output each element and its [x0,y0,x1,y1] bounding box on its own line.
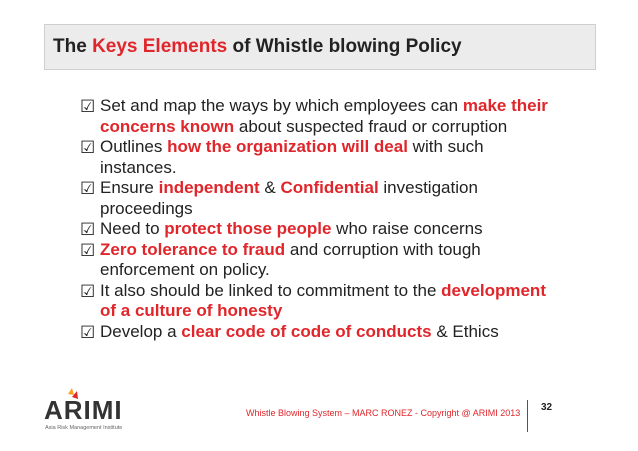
bullet-highlight: protect those people [164,219,332,238]
bullet-highlight: make their concerns known [100,96,548,136]
title-suffix: of Whistle blowing Policy [227,36,462,57]
bullet-text: who raise concerns [331,219,483,238]
bullet-highlight: Zero tolerance to fraud [100,239,286,259]
bullet-item [80,178,550,219]
arimi-logo [44,388,164,432]
bullet-item [80,137,550,178]
bullet-text: & Ethics [431,321,499,341]
checkbox-icon: ☑ [80,138,96,157]
title-highlight: Keys Elements [92,36,228,57]
checkbox-icon: ☑ [80,240,96,260]
slide-title [53,36,462,58]
bullet-item [80,96,550,137]
title-prefix: The [53,36,93,57]
logo-wordmark: ARIMI [44,395,123,425]
checkbox-icon: ☑ [80,97,96,116]
bullet-text: Need to [100,219,165,238]
bullet-text: It also should be linked to commitment to the [100,280,442,300]
bullet-item [80,219,550,240]
bullet-text: Set and map the ways by which employees can [100,96,463,115]
title-bar [44,24,596,70]
footer-text: Whistle Blowing System – MARC RONEZ - Copyright @ ARIMI 2013 [246,408,521,418]
bullet-text: & [259,178,281,197]
checkbox-icon: ☑ [80,220,96,239]
checkbox-icon: ☑ [80,179,96,198]
bullet-list [80,96,550,342]
bullet-item [80,281,550,322]
bullet-text: Outlines [100,137,168,156]
bullet-item [80,240,550,281]
bullet-text: with such instances. [100,137,484,177]
footer-divider [527,400,528,432]
bullet-highlight: Confidential [280,178,379,197]
bullet-text: investigation proceedings [100,178,478,218]
bullet-item [80,322,550,343]
bullet-text: and corruption with tough enforcement on policy. [100,239,481,279]
bullet-highlight: clear code of code of conducts [181,321,432,341]
bullet-text: about suspected fraud or corruption [234,116,508,136]
bullet-text: Ensure [100,178,159,197]
bullet-highlight: how the organization will deal [167,137,408,156]
bullet-highlight: independent [158,178,260,197]
checkbox-icon: ☑ [80,281,96,301]
checkbox-icon: ☑ [80,322,96,342]
page-number: 32 [541,402,553,413]
logo-tagline: Asia Risk Management Institute [45,425,123,431]
bullet-highlight: development of a culture of honesty [100,280,546,320]
bullet-text: Develop a [100,321,182,341]
